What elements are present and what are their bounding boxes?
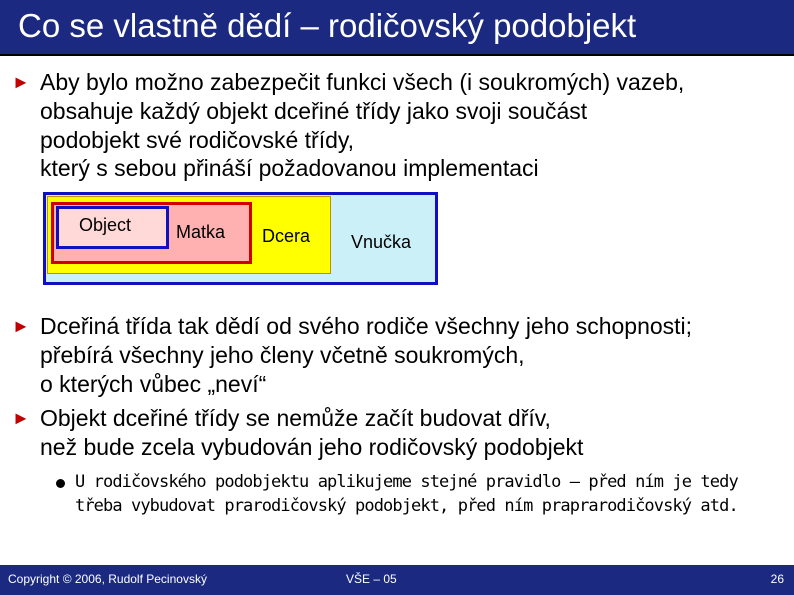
- bullet-1-line-2: obsahuje každý objekt dceřiné třídy jako svoji součást: [40, 98, 588, 124]
- vnucka-label: Vnučka: [351, 232, 412, 252]
- bullet-2-line-3: o kterých vůbec „neví“: [40, 371, 267, 397]
- bullet-dot-icon: [56, 479, 65, 488]
- bullet-arrow-icon: ►: [12, 408, 30, 428]
- footer-copyright: Copyright © 2006, Rudolf Pecinovský: [8, 572, 207, 586]
- sub-bullet-line-1: U rodičovského podobjektu aplikujeme stejné pravidlo – před ním je tedy: [75, 472, 738, 492]
- bullet-1-line-3: podobjekt své rodičovské třídy,: [40, 127, 355, 153]
- matka-label: Matka: [176, 222, 226, 242]
- bullet-2-line-2: přebírá všechny jeho členy včetně soukromých,: [40, 342, 525, 368]
- footer-bar: [0, 565, 794, 595]
- bullet-arrow-icon: ►: [12, 72, 30, 92]
- bullet-1-line-1: Aby bylo možno zabezpečit funkci všech (i soukromých) vazeb,: [40, 69, 685, 95]
- footer-center: VŠE – 05: [346, 572, 397, 586]
- dcera-label: Dcera: [262, 226, 311, 246]
- bullet-3-line-1: Objekt dceřiné třídy se nemůže začít budovat dřív,: [40, 405, 551, 431]
- object-box: [56, 206, 169, 249]
- page-number: 26: [770, 572, 784, 586]
- bullet-3-line-2: než bude zcela vybudován jeho rodičovský podobjekt: [40, 434, 584, 460]
- object-label: Object: [79, 215, 132, 235]
- title-bar: [0, 0, 794, 56]
- bullet-1-line-4: který s sebou přináší požadovanou implementaci: [40, 155, 539, 181]
- sub-bullet-line-2: třeba vybudovat prarodičovský podobjekt, před ním praprarodičovský atd.: [75, 496, 738, 516]
- bullet-arrow-icon: ►: [12, 316, 30, 336]
- bullet-2-line-1: Dceřiná třída tak dědí od svého rodiče všechny jeho schopnosti;: [40, 313, 693, 339]
- slide-title: Co se vlastně dědí – rodičovský podobjekt: [18, 7, 637, 44]
